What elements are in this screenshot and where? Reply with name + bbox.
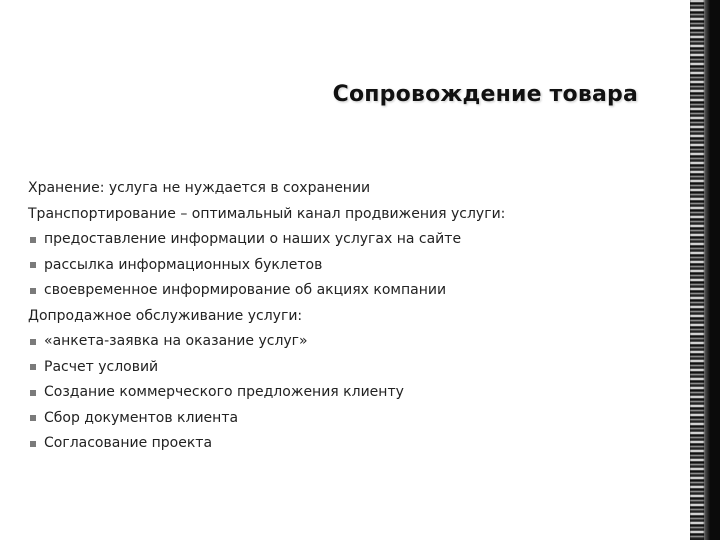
bullet-item: [28, 355, 648, 381]
bullet-text: Согласование проекта: [44, 435, 213, 451]
bullet-text: Расчет условий: [44, 358, 159, 375]
square-bullet-icon: [30, 339, 36, 345]
bullet-item: [28, 431, 648, 457]
square-bullet-icon: [30, 364, 36, 370]
bullet-item: [28, 380, 648, 406]
bullet-item: [28, 278, 648, 304]
text-line-storage: [28, 176, 648, 202]
bullet-item: [28, 329, 648, 355]
bullet-text: своевременное информирование об акциях компании: [44, 282, 447, 298]
slide-content: [28, 176, 648, 457]
slide-title: Сопровождение товара: [332, 82, 638, 107]
square-bullet-icon: [30, 390, 36, 396]
line-text: Допродажное обслуживание услуги:: [28, 307, 303, 324]
square-bullet-icon: [30, 441, 36, 447]
square-bullet-icon: [30, 262, 36, 268]
square-bullet-icon: [30, 288, 36, 294]
bullet-text: Сбор документов клиента: [44, 409, 239, 426]
bullet-text: предоставление информации о наших услугах на сайте: [44, 231, 462, 247]
bullet-item: [28, 253, 648, 279]
bullet-text: «анкета-заявка на оказание услуг»: [44, 333, 308, 349]
bullet-item: [28, 227, 648, 253]
line-text: Транспортирование – оптимальный канал продвижения услуги:: [28, 205, 506, 222]
square-bullet-icon: [30, 237, 36, 243]
bullet-item: [28, 406, 648, 432]
line-text: Хранение: услуга не нуждается в сохранении: [28, 180, 371, 196]
text-line-presale: [28, 304, 648, 330]
text-line-transport: [28, 202, 648, 228]
torn-edge-decoration: [690, 0, 720, 540]
bullet-text: рассылка информационных буклетов: [44, 256, 323, 273]
bullet-text: Создание коммерческого предложения клиенту: [44, 384, 404, 400]
square-bullet-icon: [30, 415, 36, 421]
